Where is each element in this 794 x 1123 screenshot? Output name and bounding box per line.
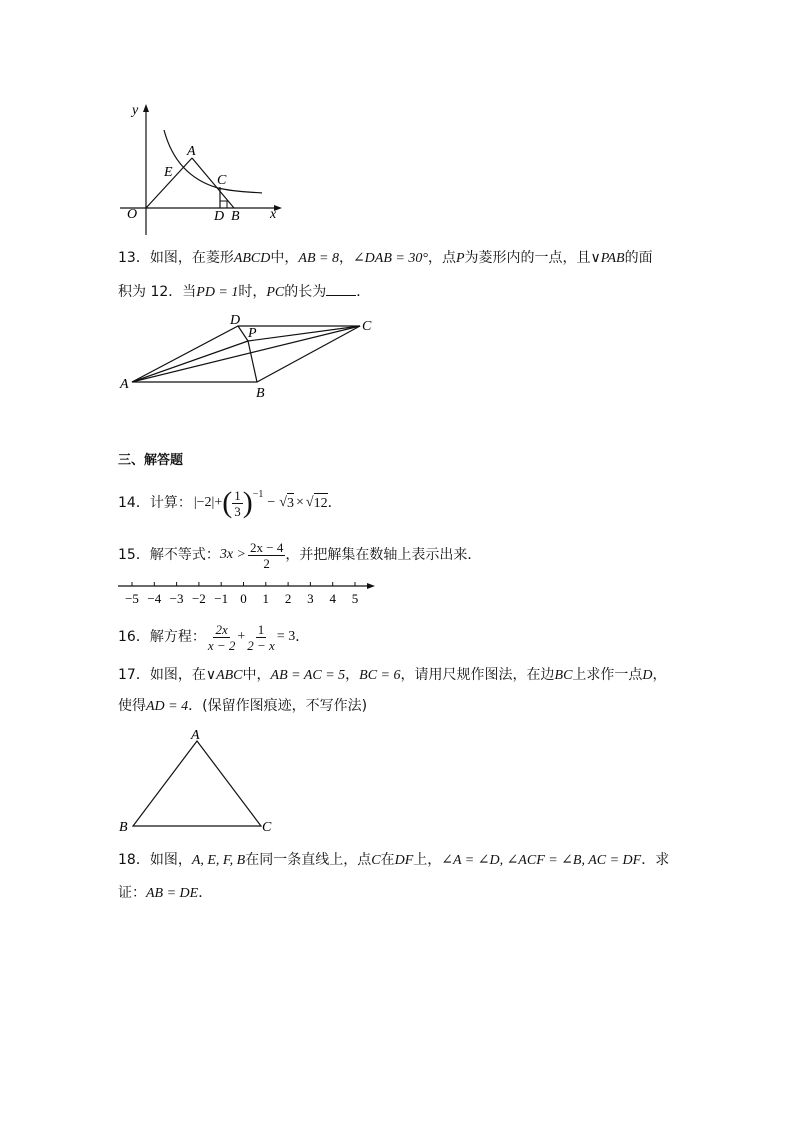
segment-AC: [132, 326, 360, 382]
label-y: y: [132, 103, 139, 118]
tick-label: −1: [214, 591, 229, 606]
label-D: D: [214, 209, 225, 224]
label-B: B: [119, 820, 128, 835]
label-A: A: [191, 728, 200, 743]
label-A: A: [120, 377, 129, 392]
question-15: 15．解不等式： 3x > $\frac{2x - 4}{2}$ ，并把解集在数轴上表示出来．: [118, 539, 482, 571]
number-line: [115, 578, 380, 608]
tick-label: −3: [169, 591, 184, 606]
right-angle-mark: [220, 201, 227, 208]
label-C: C: [362, 319, 372, 334]
tick-label: 3: [307, 591, 314, 606]
figure-rhombus: [112, 310, 382, 405]
question-13-line-2: 积为 12．当PD = 1时，PC的长为 ．: [118, 284, 371, 300]
label-A: A: [187, 144, 196, 159]
tick-label: −2: [191, 591, 206, 606]
label-C: C: [217, 173, 227, 188]
figure-coordinate-graph: [110, 100, 290, 240]
y-axis-arrow: [143, 104, 149, 112]
segment-PA: [132, 341, 248, 382]
question-17-line-1: 17．如图，在∨ABC中，AB = AC = 5，BC = 6，请用尺规作图法，在边BC上求作一点D，: [118, 667, 667, 683]
figure-triangle: [115, 727, 285, 837]
label-E: E: [164, 165, 173, 180]
tick-label: −4: [147, 591, 162, 606]
tick-label: 0: [240, 591, 247, 606]
question-14: 14．计算： |−2| + ( $\frac{1}{3}$ ) −1 − √ 3 × √ 12 ．: [118, 486, 342, 519]
segment-AB: [192, 158, 234, 208]
tick-label: 4: [329, 591, 336, 606]
triangle-ABC: [133, 741, 261, 826]
number-line-arrow: [367, 583, 375, 589]
answer-blank: [326, 283, 356, 296]
paren-left: (: [222, 486, 233, 519]
fraction: $\frac{2x - 4}{2}$: [250, 539, 284, 571]
tick-label: 1: [262, 591, 270, 606]
question-17-line-2: 使得AD = 4．(保留作图痕迹，不写作法): [118, 698, 368, 714]
segment-PC: [248, 326, 360, 341]
sqrt-sign: √: [279, 495, 287, 510]
paren-right: ): [242, 486, 253, 519]
question-13-line-1: 13．如图，在菱形ABCD中，AB = 8，∠DAB = 30°，点P为菱形内的一点，且∨PAB的面: [118, 250, 653, 266]
section-heading: 三、解答题: [118, 453, 184, 468]
label-B: B: [231, 209, 240, 224]
segment-PD: [238, 326, 248, 341]
fraction-2: $\frac{1}{2 - x}$: [247, 621, 275, 653]
sqrt-sign: √: [305, 495, 314, 510]
tick-label: 5: [351, 591, 359, 606]
question-16: 16．解方程： $\frac{2x}{x - 2}$ + $\frac{1}{2 - x}$ = 3 ．: [118, 621, 310, 653]
fraction-1: $\frac{2x}{x - 2}$: [207, 621, 236, 653]
label-B: B: [256, 386, 265, 401]
fraction-one-third: $\frac{1}{3}$: [234, 487, 241, 519]
tick-label: 2: [284, 591, 292, 606]
question-18-line-2: 证：AB = DE．: [118, 885, 213, 901]
label-O: O: [127, 207, 138, 222]
question-number: 13．: [118, 250, 150, 266]
label-D: D: [230, 313, 241, 328]
label-x: x: [270, 207, 277, 222]
label-C: C: [262, 820, 272, 835]
question-18-line-1: 18．如图，A, E, F, B在同一条直线上，点C在DF上，∠A = ∠D, ∠ACF = ∠B, AC = DF．求: [118, 852, 670, 868]
tick-label: −5: [125, 591, 139, 606]
segment-PB: [248, 341, 257, 382]
label-P: P: [248, 326, 257, 341]
